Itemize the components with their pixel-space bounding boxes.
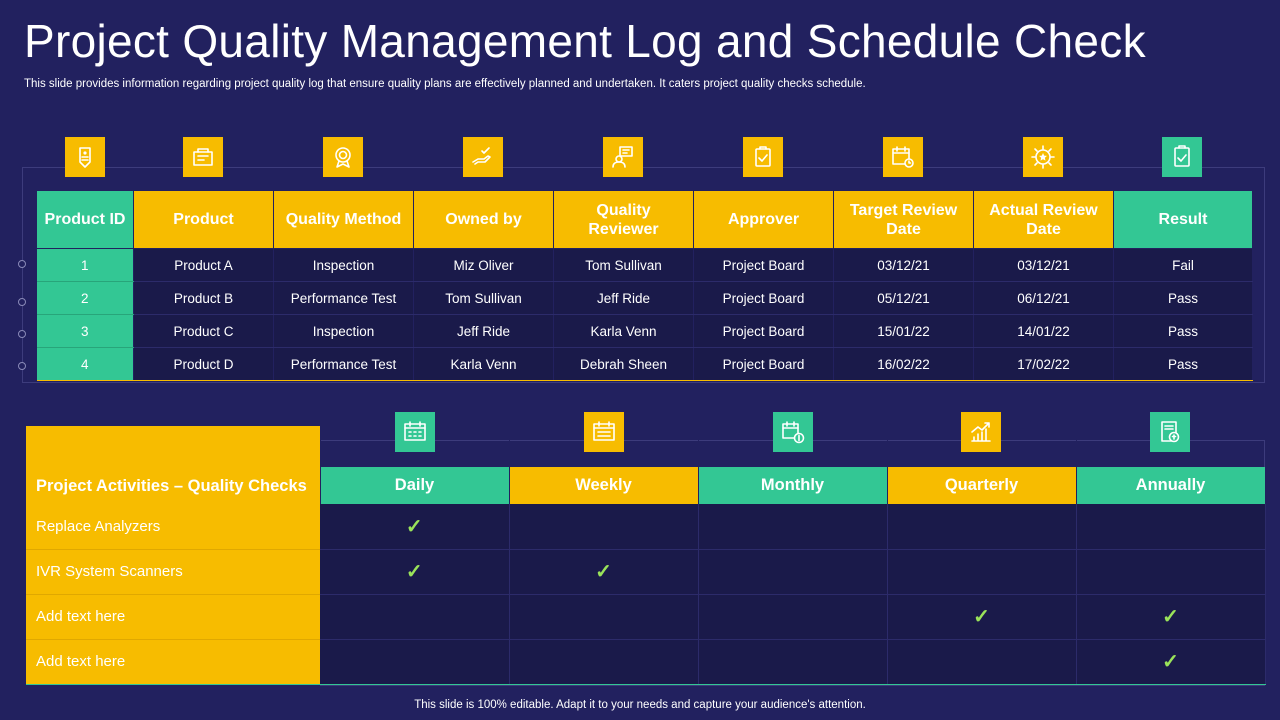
cell-target-review-date: 05/12/21 — [834, 282, 974, 315]
schedule-cell-daily — [320, 594, 509, 639]
col-header-result: Result — [1114, 191, 1253, 249]
cell-product-id: 1 — [37, 249, 134, 282]
schedule-cell-annually — [1076, 639, 1265, 684]
calendar-money-icon — [773, 412, 813, 452]
schedule-label: Project Activities – Quality Checks — [26, 426, 320, 504]
cell-result: Pass — [1114, 315, 1253, 348]
row-marker-dot — [18, 298, 26, 306]
cell-quality-reviewer: Jeff Ride — [554, 282, 694, 315]
col-header-product: Product — [134, 191, 274, 249]
cell-result: Fail — [1114, 249, 1253, 282]
clipboard-check-icon — [743, 137, 783, 177]
table-row — [37, 315, 1253, 348]
check-mark-icon: ✓ — [405, 515, 423, 538]
calendar-weekly-icon — [584, 412, 624, 452]
col-header-quality-method: Quality Method — [274, 191, 414, 249]
slide-subtitle: This slide provides information regarding project quality log that ensure quality plans are effectively planned and undertaken. It caters project quality checks schedule. — [24, 78, 866, 90]
col-header-approver: Approver — [694, 191, 834, 249]
schedule-cell-daily — [320, 639, 509, 684]
cell-quality-reviewer: Tom Sullivan — [554, 249, 694, 282]
cell-product-id: 2 — [37, 282, 134, 315]
gear-star-icon — [1023, 137, 1063, 177]
cell-actual-review-date: 06/12/21 — [974, 282, 1114, 315]
log-header-row — [37, 191, 1253, 249]
period-label: Monthly — [699, 467, 887, 504]
slide-title: Project Quality Management Log and Schedule Check — [24, 15, 1146, 67]
award-badge-icon — [323, 137, 363, 177]
calendar-clock-icon — [883, 137, 923, 177]
activity-name: Replace Analyzers — [26, 504, 320, 549]
growth-chart-icon — [961, 412, 1001, 452]
period-label: Weekly — [510, 467, 698, 504]
cell-product-id: 3 — [37, 315, 134, 348]
reviewer-icon — [603, 137, 643, 177]
row-marker-dot — [18, 260, 26, 268]
schedule-cell-annually — [1076, 549, 1265, 594]
schedule-cell-monthly — [698, 594, 887, 639]
schedule-cell-weekly — [509, 639, 698, 684]
cell-product: Product D — [134, 348, 274, 381]
tag-icon — [65, 137, 105, 177]
schedule-cell-daily — [320, 504, 509, 549]
schedule-cell-quarterly — [887, 549, 1076, 594]
document-check-icon — [1162, 137, 1202, 177]
table-row — [26, 504, 1265, 549]
schedule-cell-quarterly — [887, 639, 1076, 684]
hand-check-icon — [463, 137, 503, 177]
check-mark-icon: ✓ — [973, 606, 990, 628]
cell-actual-review-date: 03/12/21 — [974, 249, 1114, 282]
quality-log-table — [36, 190, 1253, 381]
activity-name: Add text here — [26, 639, 320, 684]
period-label: Daily — [321, 467, 509, 504]
activity-name: IVR System Scanners — [26, 549, 320, 594]
cell-target-review-date: 16/02/22 — [834, 348, 974, 381]
cell-result: Pass — [1114, 282, 1253, 315]
schedule-cell-quarterly — [887, 594, 1076, 639]
cell-quality-reviewer: Karla Venn — [554, 315, 694, 348]
col-header-quality-reviewer: Quality Reviewer — [554, 191, 694, 249]
check-mark-icon: ✓ — [595, 561, 612, 583]
annual-report-icon — [1150, 412, 1190, 452]
row-marker-dot — [18, 362, 26, 370]
cell-target-review-date: 15/01/22 — [834, 315, 974, 348]
schedule-cell-monthly — [698, 504, 887, 549]
cell-quality-reviewer: Debrah Sheen — [554, 348, 694, 381]
cell-product: Product B — [134, 282, 274, 315]
cell-result: Pass — [1114, 348, 1253, 381]
schedule-cell-daily — [320, 549, 509, 594]
col-header-target-review-date: Target Review Date — [834, 191, 974, 249]
table-row — [26, 639, 1265, 684]
col-header-owned-by: Owned by — [414, 191, 554, 249]
schedule-cell-quarterly — [887, 504, 1076, 549]
schedule-cell-annually — [1076, 504, 1265, 549]
period-label: Annually — [1077, 467, 1265, 504]
col-header-actual-review-date: Actual Review Date — [974, 191, 1114, 249]
cell-approver: Project Board — [694, 348, 834, 381]
table-row — [37, 282, 1253, 315]
table-row — [37, 348, 1253, 381]
schedule-cell-weekly — [509, 594, 698, 639]
schedule-header-row — [26, 426, 1265, 504]
check-mark-icon: ✓ — [1162, 606, 1179, 628]
period-label: Quarterly — [888, 467, 1076, 504]
calendar-daily-icon — [395, 412, 435, 452]
cell-target-review-date: 03/12/21 — [834, 249, 974, 282]
product-box-icon — [183, 137, 223, 177]
activity-name: Add text here — [26, 594, 320, 639]
schedule-cell-annually — [1076, 594, 1265, 639]
cell-quality-method: Performance Test — [274, 282, 414, 315]
cell-owned-by: Jeff Ride — [414, 315, 554, 348]
table-row — [26, 549, 1265, 594]
cell-owned-by: Miz Oliver — [414, 249, 554, 282]
cell-approver: Project Board — [694, 249, 834, 282]
schedule-cell-weekly — [509, 504, 698, 549]
cell-actual-review-date: 14/01/22 — [974, 315, 1114, 348]
check-mark-icon: ✓ — [405, 561, 423, 583]
schedule-cell-monthly — [698, 639, 887, 684]
col-header-product-id: Product ID — [37, 191, 134, 249]
cell-product-id: 4 — [37, 348, 134, 381]
cell-owned-by: Karla Venn — [414, 348, 554, 381]
table-row — [37, 249, 1253, 282]
cell-product: Product A — [134, 249, 274, 282]
cell-approver: Project Board — [694, 282, 834, 315]
cell-approver: Project Board — [694, 315, 834, 348]
cell-quality-method: Inspection — [274, 315, 414, 348]
check-mark-icon: ✓ — [1162, 651, 1179, 673]
schedule-cell-monthly — [698, 549, 887, 594]
cell-owned-by: Tom Sullivan — [414, 282, 554, 315]
row-marker-dot — [18, 330, 26, 338]
table-row — [26, 594, 1265, 639]
schedule-cell-weekly — [509, 549, 698, 594]
cell-actual-review-date: 17/02/22 — [974, 348, 1114, 381]
cell-quality-method: Performance Test — [274, 348, 414, 381]
cell-product: Product C — [134, 315, 274, 348]
slide-footer: This slide is 100% editable. Adapt it to your needs and capture your audience's attention. — [414, 699, 866, 711]
quality-check-schedule-table — [26, 426, 1266, 685]
cell-quality-method: Inspection — [274, 249, 414, 282]
